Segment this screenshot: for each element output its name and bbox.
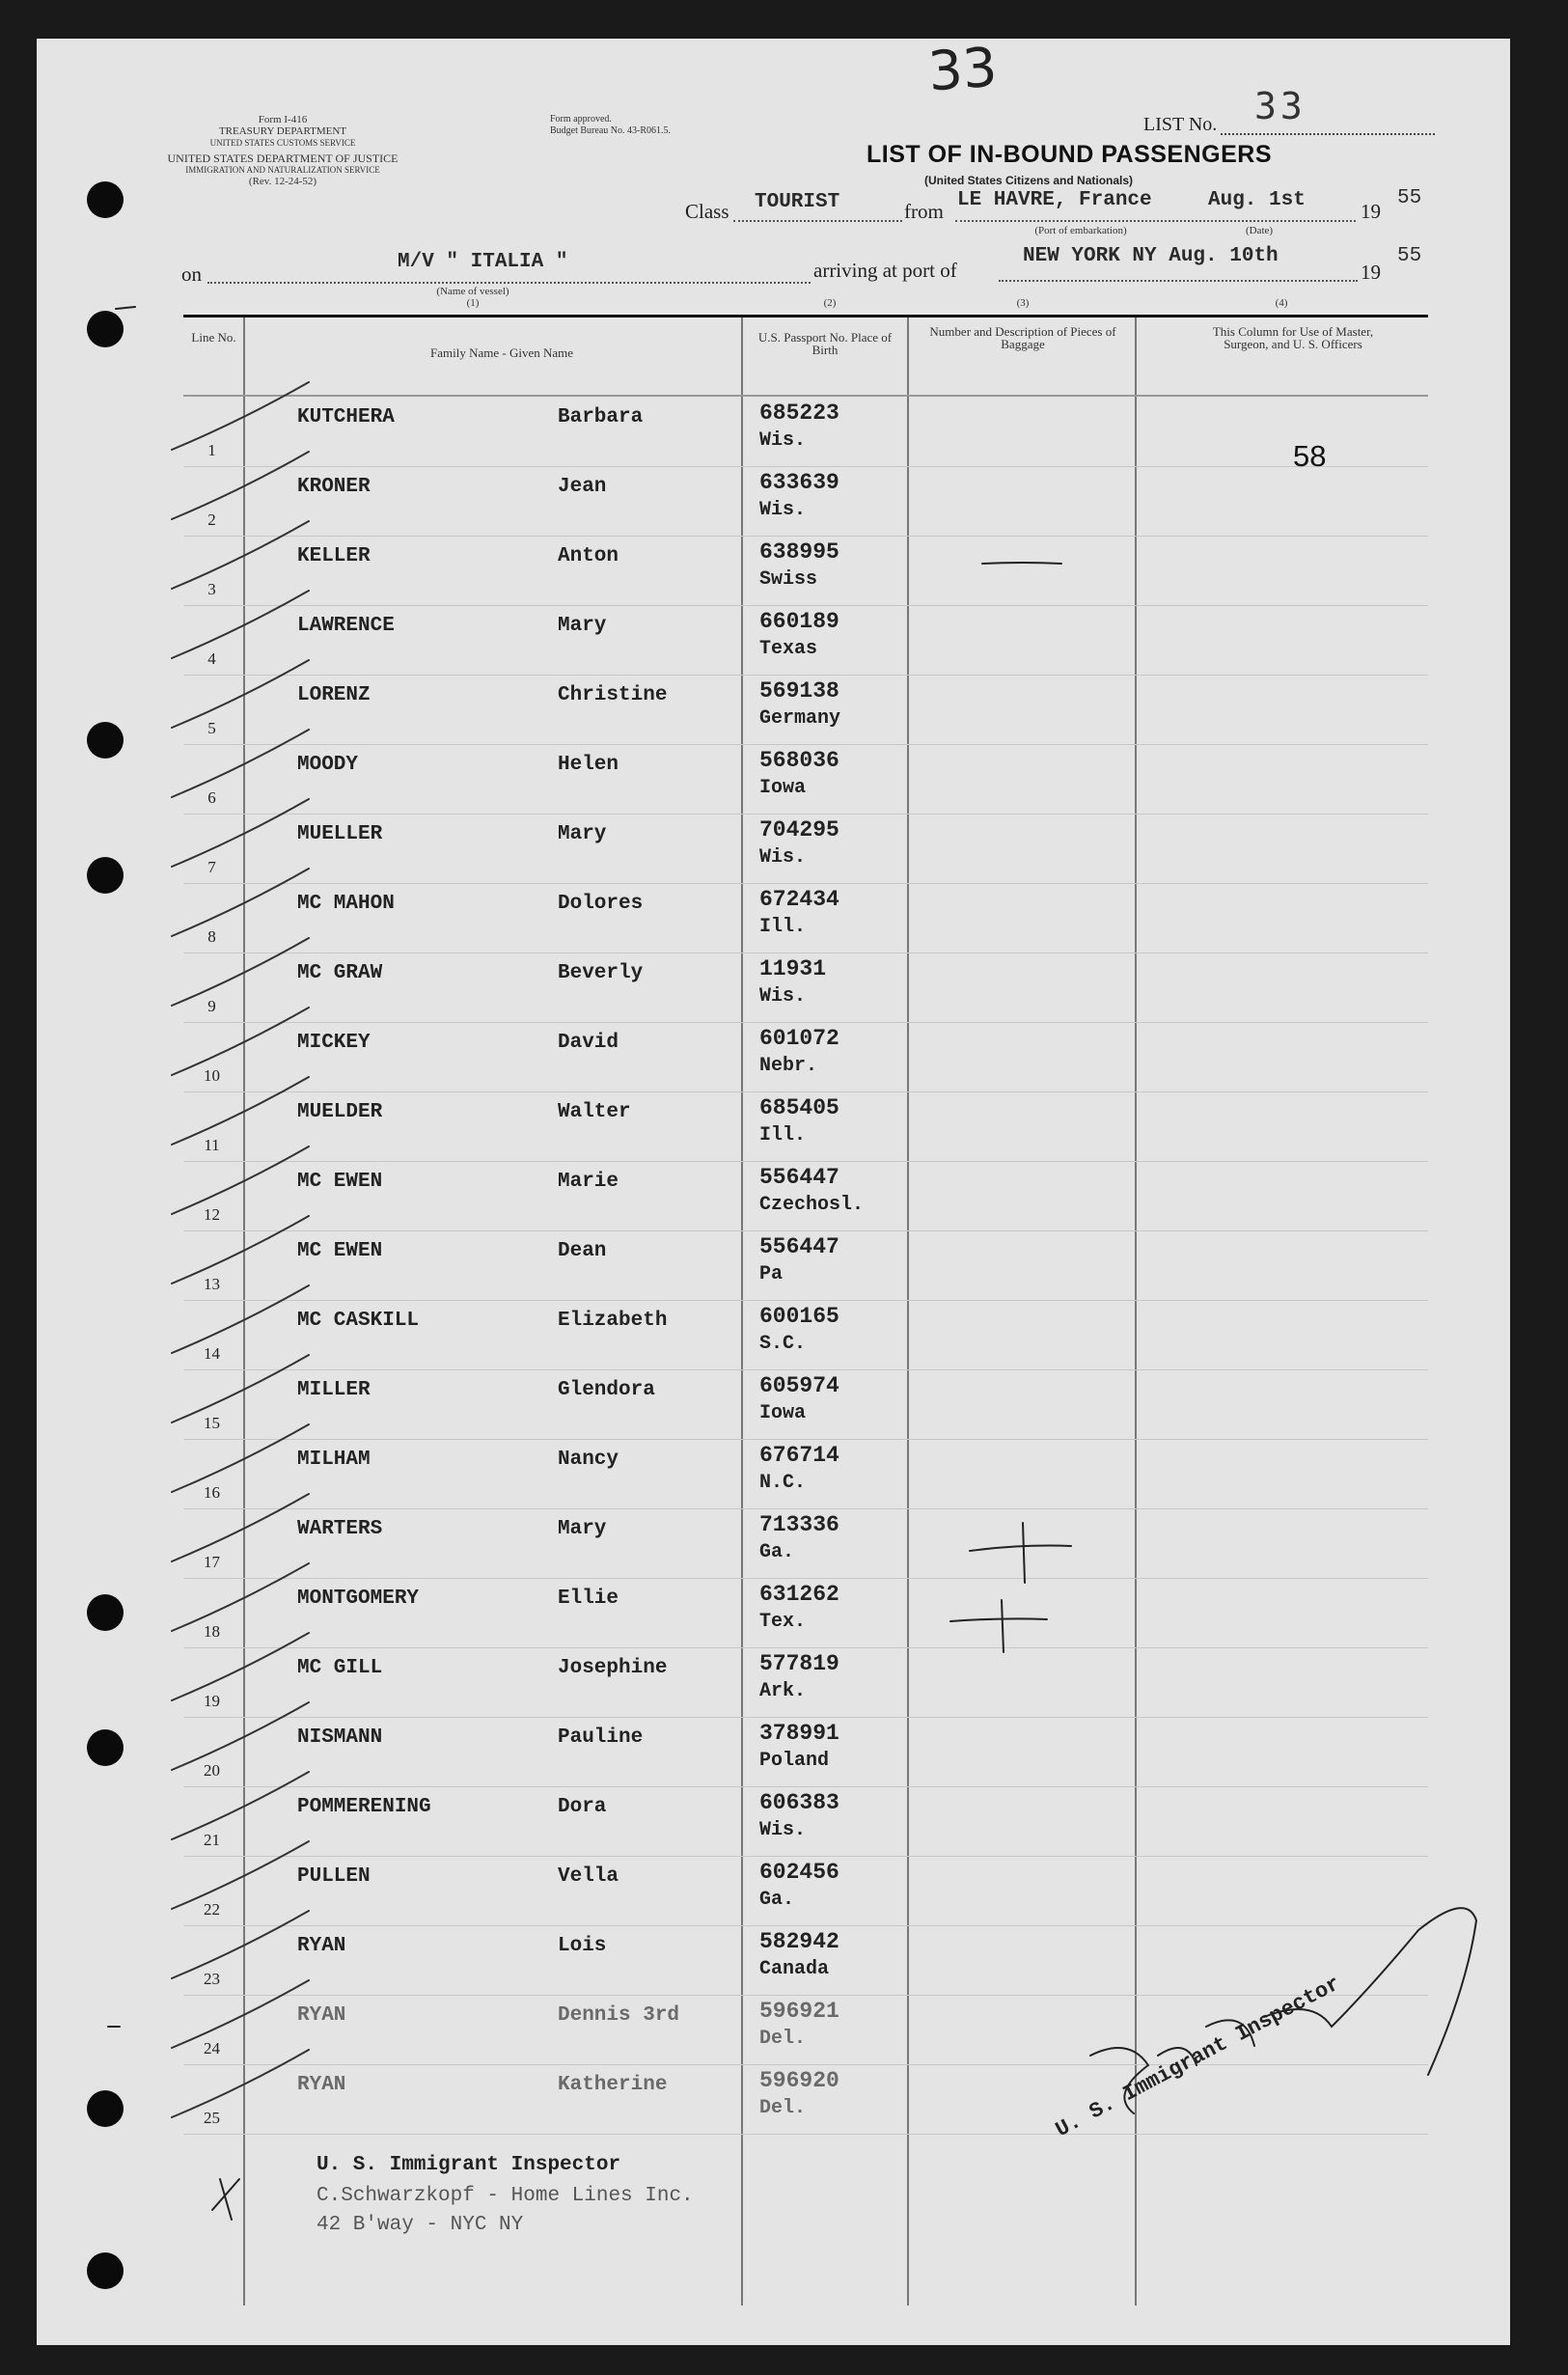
form-ins: IMMIGRATION AND NATURALIZATION SERVICE [185,165,380,175]
port-caption: (Port of embarkation) [1034,225,1127,236]
passport-number: 11931 [759,956,827,981]
given-name: Dora [558,1796,607,1818]
family-name: KUTCHERA [297,406,395,428]
place-of-birth: S.C. [759,1333,807,1355]
form-justice: UNITED STATES DEPARTMENT OF JUSTICE [167,152,399,165]
place-of-birth: N.C. [759,1472,807,1494]
passport-number: 568036 [759,748,839,773]
given-name: David [558,1032,619,1054]
line-number: 8 [207,927,216,946]
passport-number: 605974 [759,1373,839,1398]
place-of-birth: Ga. [759,1541,795,1563]
line-number: 11 [204,1136,220,1154]
place-of-birth: Canada [759,1958,830,1980]
approval-line: Budget Bureau No. 43-R061.5. [550,125,671,136]
list-no-value: 33 [1254,85,1307,127]
line-number: 7 [207,858,216,876]
given-name: Beverly [558,962,644,984]
check-stroke [172,1911,309,1978]
given-name: Elizabeth [558,1310,668,1332]
baggage-cross [970,1546,1071,1551]
given-name: Vella [558,1865,619,1888]
check-stroke [172,869,309,936]
passport-number: 601072 [759,1026,839,1051]
check-stroke [172,1146,309,1214]
family-name: MC EWEN [297,1240,383,1262]
passport-number: 602456 [759,1860,839,1885]
check-stroke [172,1355,309,1422]
family-name: MC EWEN [297,1171,383,1193]
place-of-birth: Iowa [759,777,807,799]
passport-number: 704295 [759,817,839,842]
given-name: Katherine [558,2074,668,2096]
passport-number: 676714 [759,1443,839,1468]
given-name: Dean [558,1240,607,1262]
place-of-birth: Wis. [759,429,807,452]
family-name: MILHAM [297,1449,371,1471]
check-stroke [172,382,309,450]
from-label: from [904,200,944,223]
year-prefix: 19 [1361,200,1381,223]
check-stroke [172,521,309,589]
family-name: RYAN [297,2004,346,2027]
given-name: Jean [558,476,607,498]
family-name: LAWRENCE [297,615,395,637]
passport-number: 685405 [759,1095,839,1120]
col-num-3: (3) [1016,297,1030,309]
checkmark-x [212,2179,239,2220]
given-name: Nancy [558,1449,619,1471]
check-stroke [172,1494,309,1561]
baggage-cross [1023,1523,1025,1583]
line-number: 1 [207,441,216,459]
place-of-birth: Poland [759,1750,830,1772]
check-stroke [172,1424,309,1492]
passport-number: 638995 [759,539,839,565]
place-of-birth: Pa [759,1263,784,1285]
check-stroke [172,1285,309,1353]
baggage-dash [982,563,1061,564]
line-number: 18 [204,1622,220,1641]
form-rev: (Rev. 12-24-52) [248,176,317,187]
place-of-birth: Wis. [759,499,807,521]
family-name: WARTERS [297,1518,383,1540]
line-number: 20 [204,1761,220,1780]
passport-number: 631262 [759,1582,839,1607]
check-stroke [172,1980,309,2048]
check-stroke [172,1563,309,1631]
from-value: LE HAVRE, France [957,189,1152,211]
approval-line: Form approved. [550,114,612,124]
place-of-birth: Wis. [759,846,807,869]
footer-agent: C.Schwarzkopf - Home Lines Inc. [316,2185,694,2207]
form-dept: TREASURY DEPARTMENT [218,125,347,137]
date-caption: (Date) [1245,225,1274,236]
place-of-birth: Wis. [759,985,807,1008]
line-number: 2 [207,511,216,529]
family-name: MOODY [297,754,359,776]
on-label: on [181,262,202,286]
check-stroke [172,799,309,867]
arrival-value: NEW YORK NY Aug. 10th [1023,245,1279,267]
passport-number: 577819 [759,1651,839,1676]
line-number: 21 [204,1831,220,1849]
passport-number: 596920 [759,2068,839,2093]
vessel-caption: (Name of vessel) [436,286,509,297]
line-number: 15 [204,1414,220,1432]
family-name: MICKEY [297,1032,371,1054]
place-of-birth: Swiss [759,568,818,591]
line-number: 5 [207,719,216,737]
line-number: 17 [204,1553,220,1571]
passport-number: 582942 [759,1929,839,1954]
page-title: LIST OF IN-BOUND PASSENGERS [867,141,1273,168]
given-name: Josephine [558,1657,668,1679]
place-of-birth: Germany [759,707,841,730]
given-name: Pauline [558,1726,644,1749]
place-of-birth: Czechosl. [759,1194,865,1216]
place-of-birth: Nebr. [759,1055,818,1077]
given-name: Glendora [558,1379,655,1401]
page-subtitle: (United States Citizens and Nationals) [924,174,1134,187]
check-stroke [172,730,309,797]
check-stroke [172,452,309,519]
header-officers: This Column for Use of Master, Surgeon, and U. S. Officers [1212,324,1374,351]
line-number: 22 [204,1900,220,1919]
given-name: Ellie [558,1588,619,1610]
header-line-no: Line No. [191,330,236,345]
check-stroke [172,1008,309,1075]
given-name: Marie [558,1171,619,1193]
place-of-birth: Del. [759,2097,807,2119]
header-passport: U.S. Passport No. Place of Birth [757,330,893,357]
place-of-birth: Ill. [759,1124,807,1146]
passport-number: 606383 [759,1790,839,1815]
year-value: 55 [1397,187,1422,209]
passport-number: 378991 [759,1721,839,1746]
family-name: MUELLER [297,823,383,845]
place-of-birth: Ga. [759,1889,795,1911]
passport-number: 596921 [759,1999,839,2024]
line-number: 12 [204,1205,220,1224]
place-of-birth: Texas [759,638,818,660]
family-name: LORENZ [297,684,371,706]
family-name: KELLER [297,545,371,567]
arrival-year-prefix: 19 [1361,261,1381,284]
inspector-signature [1090,1908,1476,2113]
given-name: Anton [558,545,619,567]
family-name: RYAN [297,2074,346,2096]
check-stroke [172,1633,309,1700]
form-number: Form I-416 [258,114,308,125]
passport-number: 556447 [759,1234,839,1259]
check-stroke [172,591,309,658]
col-num-1: (1) [466,297,480,309]
line-number: 24 [204,2039,220,2057]
arrival-year-value: 55 [1397,245,1422,267]
check-stroke [172,1077,309,1145]
line-number: 3 [207,580,216,598]
check-stroke [172,938,309,1006]
line-number: 25 [204,2109,220,2127]
family-name: MC MAHON [297,893,395,915]
vessel-value: M/V " ITALIA " [398,251,568,273]
given-name: Walter [558,1101,631,1123]
line-number: 14 [204,1344,220,1363]
family-name: MC GRAW [297,962,383,984]
line-number: 4 [207,649,216,668]
arriving-label: arriving at port of [813,259,957,282]
col-num-4: (4) [1275,297,1288,309]
place-of-birth: Tex. [759,1611,807,1633]
family-name: MUELDER [297,1101,383,1123]
handwritten-sheet-number: 33 [925,36,1000,104]
line-number: 10 [204,1066,220,1085]
form-service: UNITED STATES CUSTOMS SERVICE [209,138,356,148]
family-name: PULLEN [297,1865,371,1888]
family-name: MC GILL [297,1657,383,1679]
col-num-2: (2) [823,297,837,309]
line-number: 23 [204,1970,220,1988]
place-of-birth: Del. [759,2028,807,2050]
given-name: Mary [558,1518,607,1540]
given-name: Lois [558,1935,607,1957]
family-name: POMMERENING [297,1796,431,1818]
officers-note: 58 [1293,439,1327,473]
place-of-birth: Ill. [759,916,807,938]
family-name: RYAN [297,1935,346,1957]
passport-number: 556447 [759,1165,839,1190]
inspector-stamp: U. S. Immigrant Inspector [1052,1972,1345,2143]
check-stroke [172,1216,309,1284]
given-name: Dolores [558,893,644,915]
line-number: 6 [207,788,216,807]
margin-tick [116,307,135,309]
place-of-birth: Iowa [759,1402,807,1424]
passport-number: 672434 [759,887,839,912]
family-name: MONTGOMERY [297,1588,420,1610]
baggage-cross [1002,1600,1004,1652]
passport-number: 660189 [759,609,839,634]
given-name: Mary [558,823,607,845]
list-no-label: LIST No. [1143,114,1218,135]
line-number: 16 [204,1483,220,1502]
footer-inspector: U. S. Immigrant Inspector [316,2154,621,2176]
header-baggage: Number and Description of Pieces of Baggage [929,324,1116,351]
given-name: Mary [558,615,607,637]
baggage-cross [950,1618,1047,1621]
passport-number: 685223 [759,400,839,426]
class-label: Class [685,200,729,223]
check-stroke [172,2050,309,2117]
family-name: KRONER [297,476,371,498]
family-name: MILLER [297,1379,371,1401]
given-name: Barbara [558,406,644,428]
given-name: Dennis 3rd [558,2004,680,2027]
family-name: MC CASKILL [297,1310,420,1332]
line-number: 19 [204,1692,220,1710]
line-number: 9 [207,997,216,1015]
header-name: Family Name - Given Name [429,345,573,360]
place-of-birth: Wis. [759,1819,807,1841]
given-name: Christine [558,684,668,706]
check-stroke [172,660,309,728]
passport-number: 713336 [759,1512,839,1537]
check-stroke [172,1702,309,1770]
passport-number: 600165 [759,1304,839,1329]
family-name: NISMANN [297,1726,383,1749]
place-of-birth: Ark. [759,1680,807,1702]
check-stroke [172,1841,309,1909]
line-number: 13 [204,1275,220,1293]
departure-date: Aug. 1st [1208,189,1306,211]
given-name: Helen [558,754,619,776]
footer-address: 42 B'way - NYC NY [316,2214,524,2236]
passport-number: 633639 [759,470,839,495]
check-stroke [172,1772,309,1839]
class-value: TOURIST [755,191,840,213]
passport-number: 569138 [759,678,839,704]
